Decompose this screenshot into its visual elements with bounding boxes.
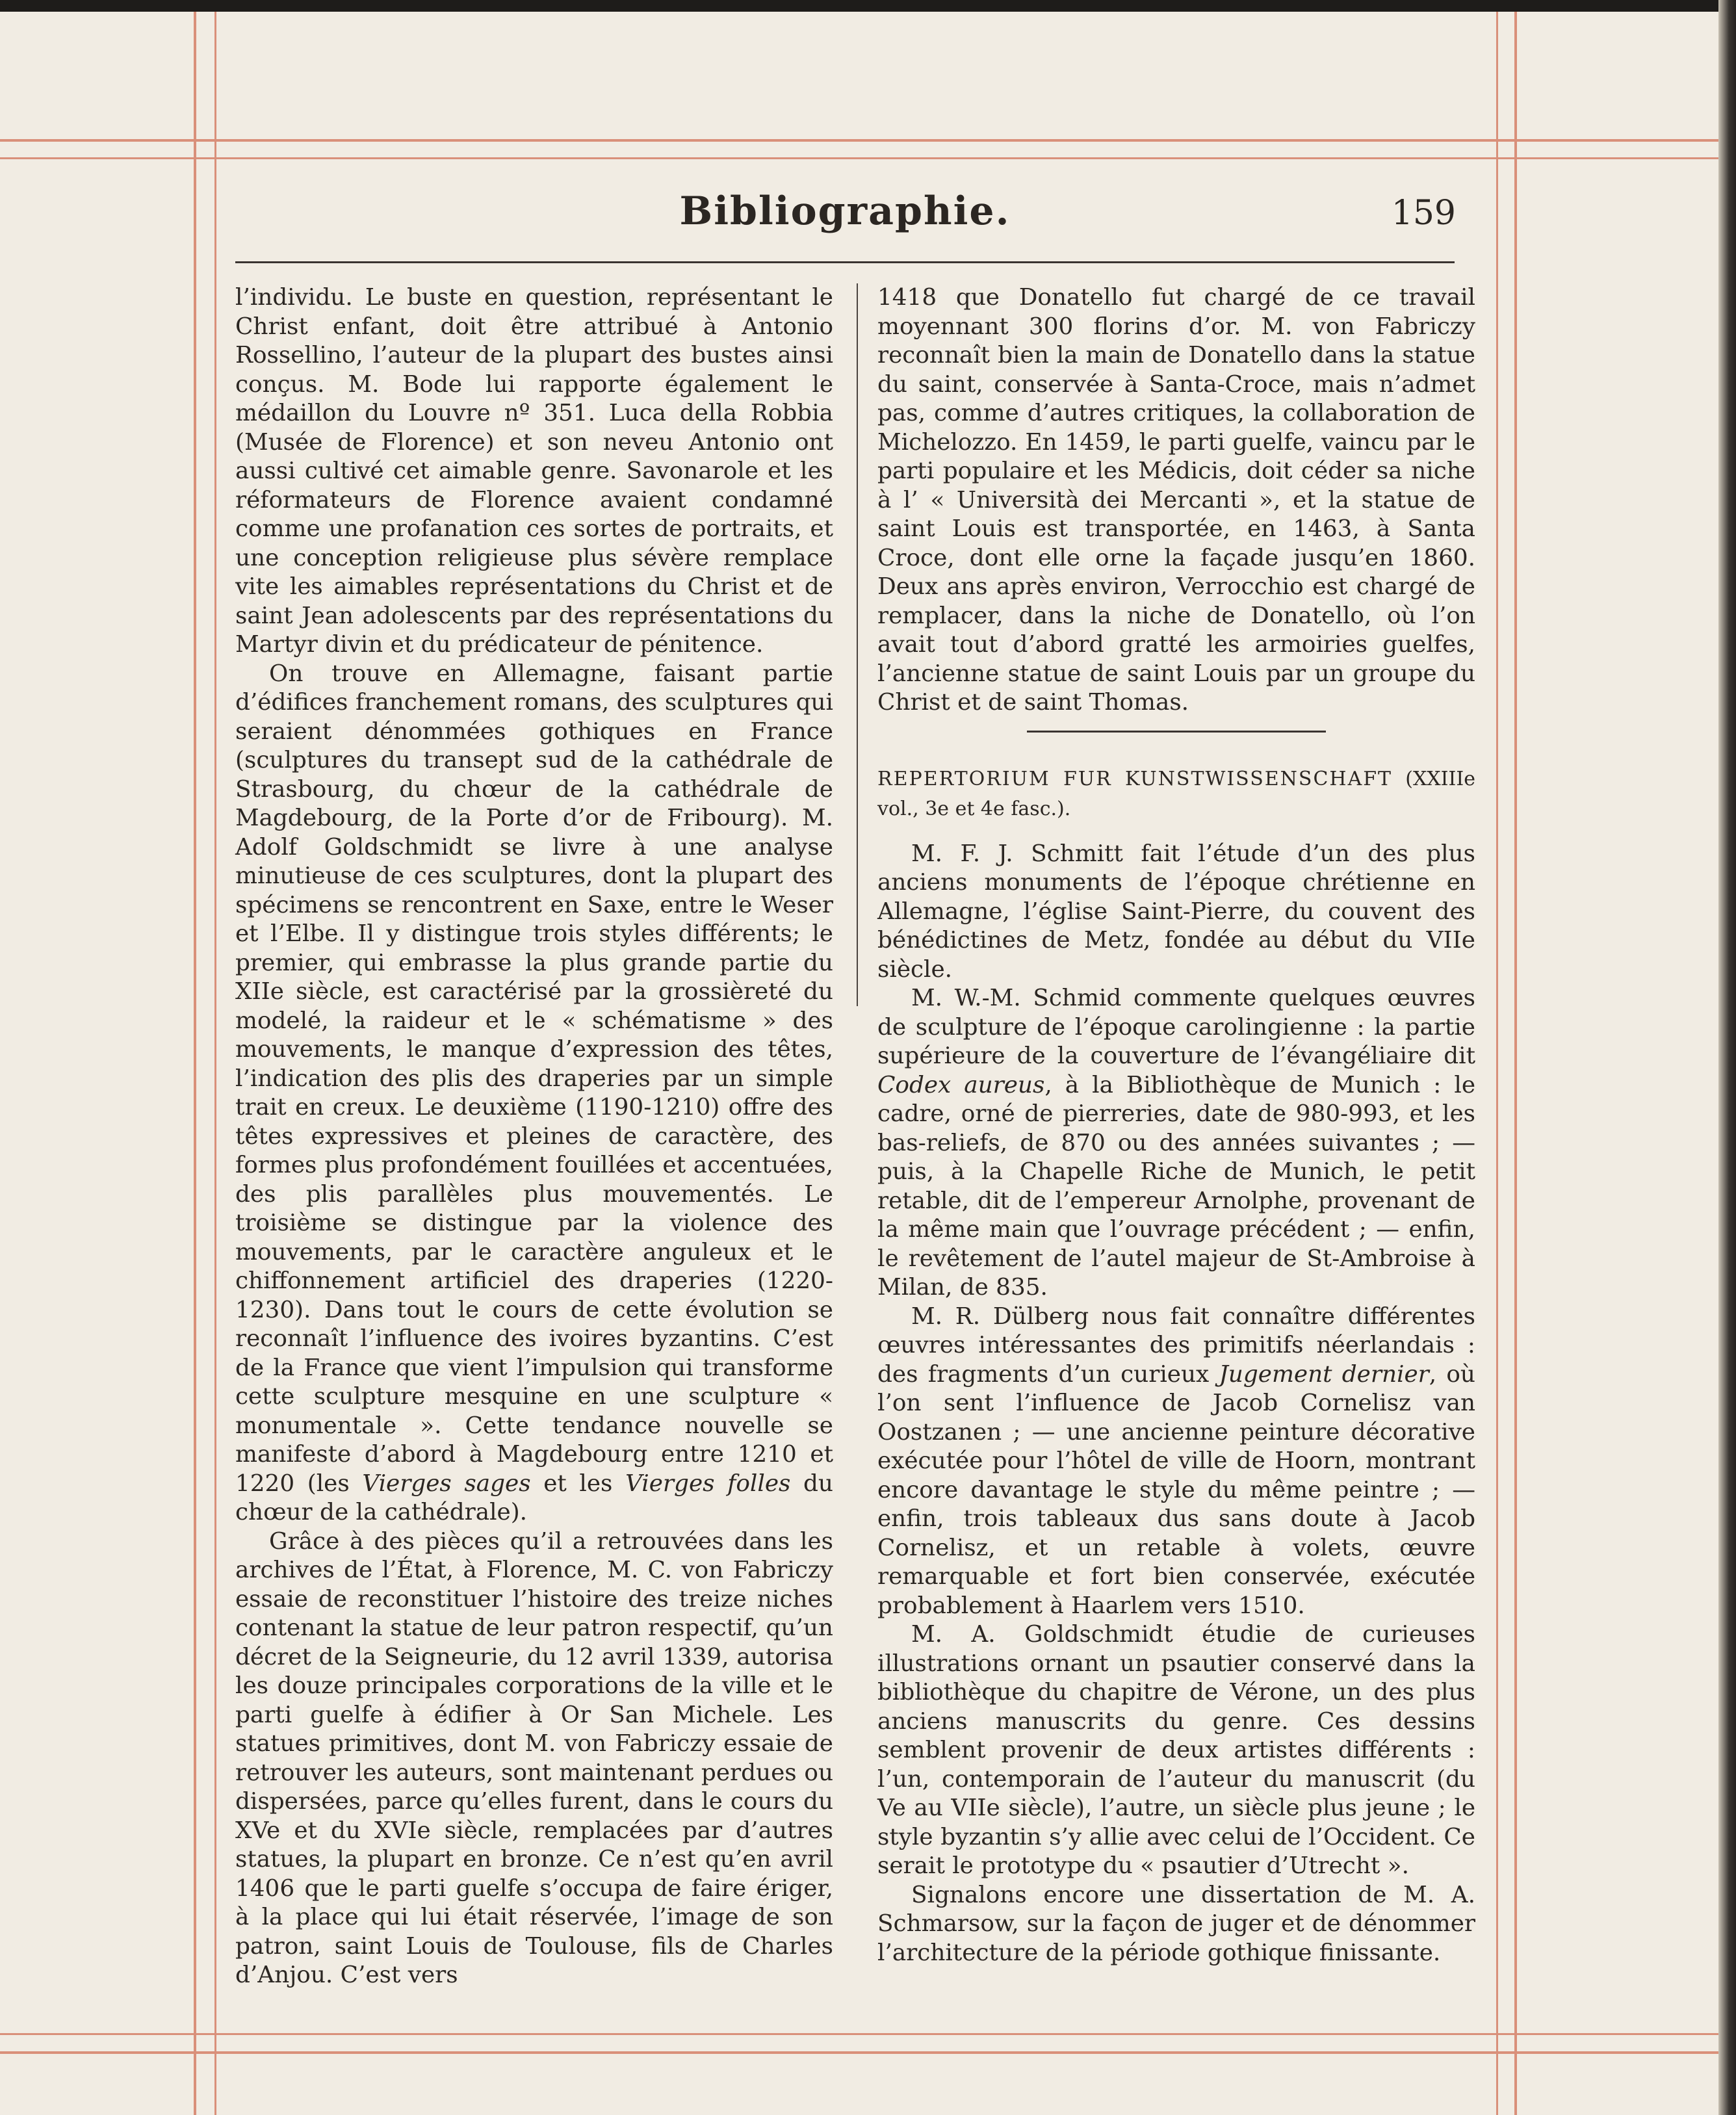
paragraph: Signalons encore une dissertation de M. A. Schmarsow, sur la façon de juger et de dénommer l’architecture de la période gothique finissante. (877, 1881, 1475, 1966)
italic-title: Vierges sages (362, 1470, 531, 1497)
paragraph-text: du chœur de la cathédrale). (235, 1470, 833, 1525)
frame-line-bottom-outer (0, 2051, 1718, 2054)
paragraph: M. A. Goldschmidt étudie de curieuses illustrations ornant un psautier conservé dans la bibliothèque du chapitre de Vérone, un des plus anciens manuscrits du genre. Ces dessins semblent provenir de deux artistes différents : l’un, contemporain de l’auteur du manuscrit (du Ve au VIIe siècle), l’autre, un siècle plus jeune ; le style byzantin s’y allie avec celui de l’Occident. Ce serait le prototype du « psautier d’Utrecht ». (877, 1621, 1475, 1879)
column-divider (857, 283, 858, 1006)
paragraph-text: M. R. Dülberg nous fait connaître différentes œuvres intéressantes des primitifs néerlandais : des fragments d’un curieux (877, 1303, 1475, 1388)
running-title: Bibliographie. (679, 188, 1011, 234)
frame-line-top-inner (0, 157, 1718, 159)
journal-reference: (XXIIIe vol., 3e et 4e fasc.). (877, 767, 1475, 820)
frame-line-left-inner (214, 12, 216, 2115)
page-number: 159 (1391, 194, 1456, 233)
frame-line-right-outer (1514, 12, 1517, 2115)
running-header (234, 188, 1456, 247)
paragraph-text: , où l’on sent l’influence de Jacob Cornelisz van Oostzanen ; — une ancienne peinture décorative exécutée pour l’hôtel de ville de Hoorn, montrant encore davantage le style du même peintre ; — enfin, trois tableaux dus sans doute à Jacob Cornelisz, et un retable à volets, œuvre remarquable et fort bien conservée, exécutée probablement à Haarlem vers 1510. (877, 1360, 1475, 1619)
book-page (0, 12, 1718, 2115)
journal-title: REPERTORIUM FUR KUNSTWISSENSCHAFT (877, 767, 1393, 790)
paragraph-text: , à la Bibliothèque de Munich : le cadre, orné de pierreries, date de 980-993, et les bas-reliefs, de 870 ou des années suivantes ; — puis, à la Chapelle Riche de Munich, le petit retable, dit de l’empereur Arnolphe, provenant de la même main que l’ouvrage précédent ; — enfin, le revêtement de l’autel majeur de St-Ambroise à Milan, de 835. (877, 1071, 1475, 1301)
left-column (235, 283, 833, 1990)
scan-top-edge (0, 0, 1736, 12)
paragraph: M. F. J. Schmitt fait l’étude d’un des plus anciens monuments de l’époque chrétienne en Allemagne, l’église Saint-Pierre, du couvent des bénédictines de Metz, fondée au début du VIIe siècle. (877, 840, 1475, 983)
italic-title: Jugement dernier (1219, 1360, 1429, 1388)
paragraph (877, 984, 1475, 1303)
italic-title: Vierges folles (625, 1470, 791, 1497)
frame-line-left-outer (194, 12, 196, 2115)
paragraph: Grâce à des pièces qu’il a retrouvées dans les archives de l’État, à Florence, M. C. von Fabriczy essaie de reconstituer l’histoire des treize niches contenant la statue de leur patron respectif, qu’un décret de la Seigneurie, du 12 avril 1339, autorisa les douze principales corporations de la ville et le parti guelfe à édifier à Or San Michele. Les statues primitives, dont M. von Fabriczy essaie de retrouver les auteurs, sont maintenant perdues ou dispersées, parce qu’elles furent, dans le cours du XVe et du XVIe siècle, remplacées par d’autres statues, la plupart en bronze. Ce n’est qu’en avril 1406 que le parti guelfe s’occupa de faire ériger, à la place qui lui était réservée, l’image de son patron, saint Louis de Toulouse, fils de Charles d’Anjou. C’est vers (235, 1527, 833, 1988)
paragraph: l’individu. Le buste en question, représentant le Christ enfant, doit être attribué à Antonio Rossellino, l’auteur de la plupart des bustes ainsi conçus. M. Bode lui rapporte également le médaillon du Louvre nº 351. Luca della Robbia (Musée de Florence) et son neveu Antonio ont aussi cultivé cet aimable genre. Savonarole et les réformateurs de Florence avaient condamné comme une profanation ces sortes de portraits, et une conception religieuse plus sévère remplace vite les aimables représentations du Christ et de saint Jean adolescents par des représentations du Martyr divin et du prédicateur de pénitence. (235, 284, 833, 658)
right-column (877, 283, 1475, 1967)
paragraph-text: On trouve en Allemagne, faisant partie d’édifices franchement romans, des sculptures qui seraient dénommées gothiques en France (sculptures du transept sud de la cathédrale de Strasbourg, du chœur de la cathédrale de Magdebourg, de la Porte d’or de Fribourg). M. Adolf Goldschmidt se livre à une analyse minutieuse de ces sculptures, dont la plupart des spécimens se rencontrent en Saxe, entre le Weser et l’Elbe. Il y distingue trois styles différents; le premier, qui embrasse la plus grande partie du XIIe siècle, est caractérisé par la grossièreté du modelé, la raideur et le « schématisme » des mouvements, le manque d’expression des têtes, l’indication des plis des draperies par un simple trait en creux. Le deuxième (1190-1210) offre des têtes expressives et pleines de caractère, des formes plus profondément fouillées et accentuées, des plis parallèles plus mouvementés. Le troisième se distingue par la violence des mouvements, par le caractère anguleux et le chiffonnement artificiel des draperies (1220-1230). Dans tout le cours de cette évolution se reconnaît l’influence des ivoires byzantins. C’est de la France que vient l’impulsion qui transforme cette sculpture mesquine en une sculpture « monumentale ». Cette tendance nouvelle se manifeste d’abord à Magdebourg entre 1210 et 1220 (les (235, 660, 833, 1497)
scan-right-edge (1718, 0, 1736, 2115)
paragraph-text: et les (530, 1470, 626, 1497)
paragraph: 1418 que Donatello fut chargé de ce travail moyennant 300 florins d’or. M. von Fabriczy reconnaît bien la main de Donatello dans la statue du saint, conservée à Santa-Croce, mais n’admet pas, comme d’autres critiques, la collaboration de Michelozzo. En 1459, le parti guelfe, vaincu par le parti populaire et les Médicis, doit céder sa niche à l’ « Università dei Mercanti », et la statue de saint Louis est transportée, en 1463, à Santa Croce, dont elle orne la façade jusqu’en 1860. Deux ans après environ, Verrocchio est chargé de remplacer, dans la niche de Donatello, où l’on avait tout d’abord gratté les armoiries guelfes, l’ancienne statue de saint Louis par un groupe du Christ et de saint Thomas. (877, 284, 1475, 716)
paragraph (235, 660, 833, 1527)
italic-title: Codex aureus (877, 1071, 1045, 1098)
header-rule (235, 261, 1455, 263)
frame-line-bottom-inner (0, 2033, 1718, 2035)
paragraph (877, 1303, 1475, 1621)
section-separator (1027, 731, 1326, 733)
frame-line-top-outer (0, 139, 1718, 142)
frame-line-right-inner (1496, 12, 1498, 2115)
paragraph-text: M. W.-M. Schmid commente quelques œuvres de sculpture de l’époque carolingienne : la partie supérieure de la couverture de l’évangéliaire dit (877, 985, 1475, 1069)
section-heading (877, 764, 1475, 824)
